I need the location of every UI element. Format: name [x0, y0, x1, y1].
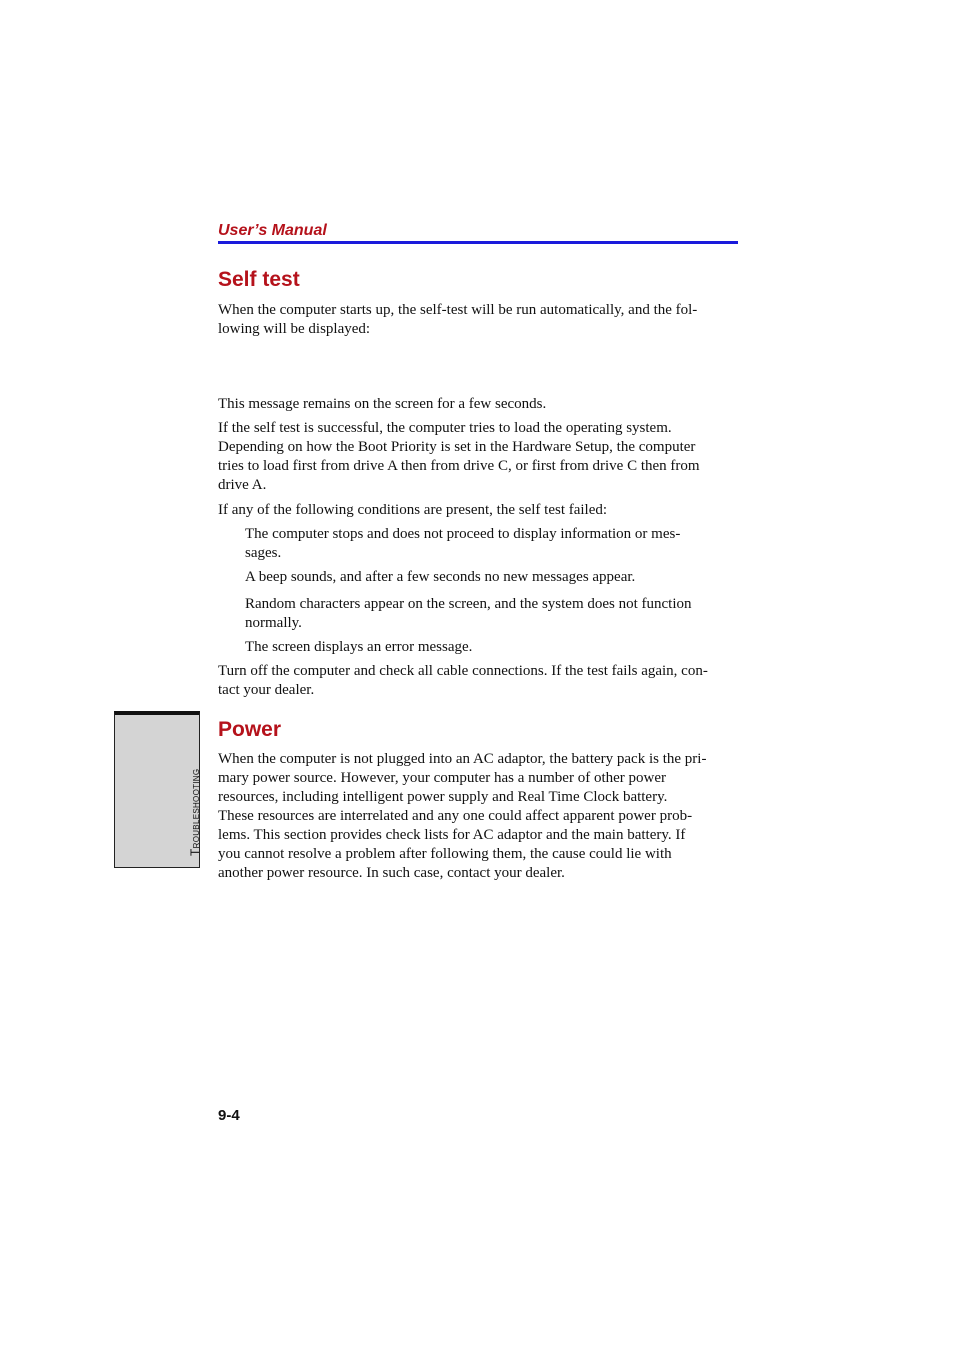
self-test-conditions-paragraph: If any of the following conditions are present, the self test failed:	[218, 502, 608, 518]
page-number: 9-4	[218, 1107, 240, 1124]
self-test-success-paragraph: If the self test is successful, the computer tries to load the operating system. Depending on how the Boot Priority is set in the Hardware Setup, the computer tries to load first from drive A then from drive C, or first from drive C then from drive A.	[218, 420, 700, 493]
chapter-side-tab-label: Troubleshooting	[188, 768, 202, 856]
list-item: A beep sounds, and after a few seconds no new messages appear.	[245, 569, 636, 585]
header-rule	[218, 241, 738, 244]
list-item: Random characters appear on the screen, and the system does not function normally.	[245, 596, 692, 631]
manual-title: User’s Manual	[218, 222, 327, 239]
self-test-message-paragraph: This message remains on the screen for a few seconds.	[218, 396, 547, 412]
self-test-heading: Self test	[218, 268, 300, 291]
list-item: The computer stops and does not proceed to display information or mes- sages.	[245, 526, 681, 561]
self-test-turnoff-paragraph: Turn off the computer and check all cable connections. If the test fails again, con- tact your dealer.	[218, 663, 708, 698]
power-body: When the computer is not plugged into an AC adaptor, the battery pack is the pri- mary power source. However, your computer has a number of other power resources, including intelligent power supply and Real Time Clock battery. These resources are interrelated and any one could affect apparent power prob- lems. This section provides check lists for AC adaptor and the main battery. If you cannot resolve a problem after following them, the cause could lie with another power resource. In such case, contact your dealer.	[218, 751, 707, 881]
power-heading: Power	[218, 718, 282, 741]
list-item: The screen displays an error message.	[245, 639, 473, 655]
self-test-intro: When the computer starts up, the self-test will be run automatically, and the fol- lowing will be displayed:	[218, 302, 698, 337]
